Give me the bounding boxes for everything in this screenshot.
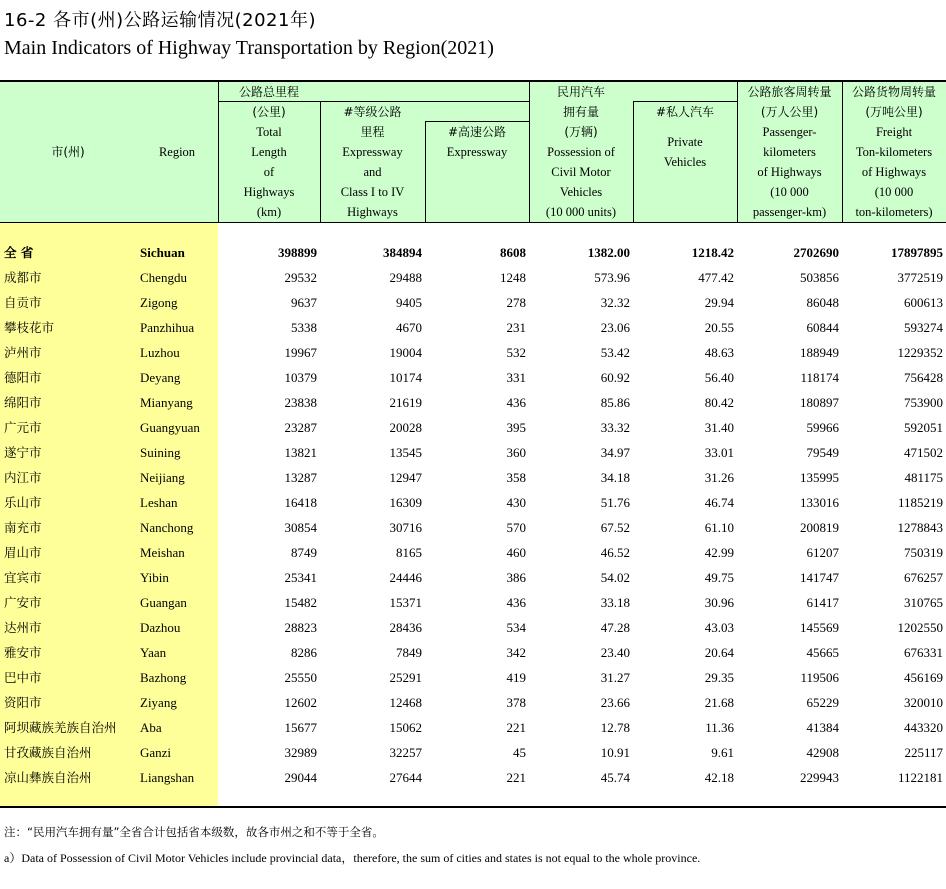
cell-freight: 443320 [904, 720, 943, 735]
rule-v4 [529, 81, 530, 223]
cell-vehicles: 23.40 [600, 645, 630, 660]
row-city-cn: 全 省 [4, 245, 34, 260]
table-row [0, 690, 946, 715]
cell-vehicles: 10.91 [600, 745, 630, 760]
cell-passenger: 503856 [800, 270, 839, 285]
cell-expressway: 395 [506, 420, 526, 435]
cell-graded: 12947 [389, 470, 422, 485]
row-region-en: Yaan [140, 645, 167, 660]
cell-length: 28823 [284, 620, 317, 635]
cell-passenger: 135995 [800, 470, 839, 485]
cell-expressway: 360 [506, 445, 526, 460]
cell-freight: 1202550 [897, 620, 943, 635]
cell-vehicles: 85.86 [600, 395, 630, 410]
cell-freight: 225117 [904, 745, 943, 760]
cell-private: 61.10 [704, 520, 734, 535]
cell-graded: 15062 [389, 720, 422, 735]
cell-freight: 753900 [904, 395, 943, 410]
row-city-cn: 德阳市 [4, 370, 42, 385]
cell-passenger: 141747 [800, 570, 839, 585]
cell-graded: 19004 [389, 345, 422, 360]
cell-graded: 20028 [389, 420, 422, 435]
cell-private: 29.94 [704, 295, 734, 310]
cell-graded: 21619 [389, 395, 422, 410]
cell-expressway: 436 [506, 395, 526, 410]
row-region-en: Yibin [140, 570, 169, 585]
cell-vehicles: 60.92 [600, 370, 630, 385]
cell-length: 13821 [284, 445, 317, 460]
cell-vehicles: 1382.00 [587, 245, 630, 260]
cell-length: 15482 [284, 595, 317, 610]
cell-vehicles: 46.52 [600, 545, 630, 560]
cell-private: 56.40 [704, 370, 734, 385]
cell-graded: 4670 [396, 320, 422, 335]
cell-length: 29044 [284, 770, 317, 785]
cell-passenger: 45665 [806, 645, 839, 660]
cell-expressway: 534 [506, 620, 526, 635]
rule-top [0, 80, 946, 82]
note-en: a）Data of Possession of Civil Motor Vehicles include provincial data，therefore, the sum of cities and states is not equal to the whole province. [4, 851, 701, 865]
row-city-cn: 南充市 [4, 520, 42, 535]
row-city-cn: 攀枝花市 [4, 320, 55, 335]
cell-vehicles: 23.06 [600, 320, 630, 335]
cell-passenger: 79549 [806, 445, 839, 460]
header-graded-highways: #等级公路 里程 Expressway and Class I to IV Highways [340, 105, 405, 219]
cell-expressway: 331 [506, 370, 526, 385]
cell-expressway: 45 [513, 745, 526, 760]
row-region-en: Liangshan [140, 770, 195, 785]
cell-freight: 3772519 [897, 270, 943, 285]
table-row [0, 415, 946, 440]
table-row [0, 565, 946, 590]
cell-passenger: 60844 [806, 320, 839, 335]
cell-length: 5338 [291, 320, 317, 335]
cell-length: 32989 [284, 745, 317, 760]
row-city-cn: 自贡市 [4, 295, 42, 310]
table-row [0, 390, 946, 415]
cell-vehicles: 45.74 [600, 770, 630, 785]
row-city-cn: 遂宁市 [4, 445, 42, 460]
table-row [0, 640, 946, 665]
cell-freight: 310765 [904, 595, 943, 610]
cell-expressway: 378 [506, 695, 526, 710]
cell-freight: 471502 [904, 445, 943, 460]
cell-expressway: 419 [506, 670, 526, 685]
cell-freight: 17897895 [891, 245, 943, 260]
cell-freight: 320010 [904, 695, 943, 710]
table-row [0, 615, 946, 640]
cell-expressway: 221 [506, 770, 526, 785]
row-region-en: Suining [140, 445, 181, 460]
header-private-vehicles: #私人汽车 Private Vehicles [655, 105, 715, 169]
cell-freight: 456169 [904, 670, 943, 685]
cell-passenger: 188949 [800, 345, 839, 360]
cell-freight: 1185219 [897, 495, 943, 510]
cell-expressway: 430 [506, 495, 526, 510]
cell-vehicles: 34.18 [600, 470, 630, 485]
cell-length: 23287 [284, 420, 317, 435]
cell-graded: 13545 [389, 445, 422, 460]
cell-expressway: 436 [506, 595, 526, 610]
cell-graded: 30716 [389, 520, 422, 535]
row-city-cn: 阿坝藏族羌族自治州 [4, 720, 117, 735]
cell-graded: 25291 [389, 670, 422, 685]
cell-private: 43.03 [704, 620, 734, 635]
cell-expressway: 342 [506, 645, 526, 660]
cell-vehicles: 31.27 [600, 670, 630, 685]
row-region-en: Luzhou [140, 345, 180, 360]
rule-expressway [425, 121, 529, 122]
row-city-cn: 达州市 [4, 620, 42, 635]
cell-length: 23838 [284, 395, 317, 410]
cell-private: 42.99 [704, 545, 734, 560]
cell-private: 46.74 [704, 495, 734, 510]
row-region-en: Dazhou [140, 620, 181, 635]
cell-length: 10379 [284, 370, 317, 385]
cell-length: 29532 [284, 270, 317, 285]
cell-expressway: 1248 [500, 270, 526, 285]
cell-private: 21.68 [704, 695, 734, 710]
cell-vehicles: 53.42 [600, 345, 630, 360]
row-city-cn: 广安市 [4, 595, 42, 610]
table-row [0, 365, 946, 390]
row-region-en: Chengdu [140, 270, 187, 285]
rule-v7 [842, 81, 843, 223]
cell-freight: 1229352 [897, 345, 943, 360]
cell-graded: 24446 [389, 570, 422, 585]
row-region-en: Neijiang [140, 470, 185, 485]
table-row [0, 290, 946, 315]
cell-passenger: 229943 [800, 770, 839, 785]
cell-private: 48.63 [704, 345, 734, 360]
cell-freight: 756428 [904, 370, 943, 385]
cell-passenger: 2702690 [793, 245, 839, 260]
row-region-en: Panzhihua [140, 320, 195, 335]
cell-freight: 1278843 [897, 520, 943, 535]
cell-expressway: 231 [506, 320, 526, 335]
cell-length: 25550 [284, 670, 317, 685]
cell-freight: 593274 [904, 320, 943, 335]
cell-private: 9.61 [711, 745, 734, 760]
row-city-cn: 绵阳市 [4, 395, 42, 410]
cell-graded: 32257 [389, 745, 422, 760]
table-row [0, 715, 946, 740]
cell-expressway: 460 [506, 545, 526, 560]
header-region: Region [158, 145, 196, 159]
cell-graded: 28436 [389, 620, 422, 635]
cell-freight: 750319 [904, 545, 943, 560]
cell-private: 30.96 [704, 595, 734, 610]
row-city-cn: 巴中市 [4, 670, 42, 685]
cell-graded: 10174 [389, 370, 422, 385]
header-length-cn: 公路总里程 [238, 85, 299, 99]
cell-graded: 15371 [389, 595, 422, 610]
cell-length: 8749 [291, 545, 317, 560]
cell-passenger: 59966 [806, 420, 839, 435]
cell-passenger: 118174 [800, 370, 839, 385]
table-row [0, 515, 946, 540]
cell-passenger: 200819 [800, 520, 839, 535]
row-region-en: Leshan [140, 495, 178, 510]
cell-expressway: 358 [506, 470, 526, 485]
table-row [0, 440, 946, 465]
cell-expressway: 532 [506, 345, 526, 360]
row-region-en: Nanchong [140, 520, 194, 535]
table-row [0, 465, 946, 490]
row-city-cn: 资阳市 [4, 695, 42, 710]
row-city-cn: 眉山市 [4, 545, 42, 560]
row-city-cn: 凉山彝族自治州 [4, 770, 92, 785]
note-cn: 注：“民用汽车拥有量”全省合计包括省本级数，故各市州之和不等于全省。 [4, 825, 384, 839]
cell-private: 20.64 [704, 645, 734, 660]
cell-graded: 29488 [389, 270, 422, 285]
table-row [0, 740, 946, 765]
cell-private: 1218.42 [691, 245, 734, 260]
cell-passenger: 119506 [800, 670, 839, 685]
page-title-en: Main Indicators of Highway Transportation by Region(2021) [4, 37, 494, 59]
cell-length: 16418 [284, 495, 317, 510]
cell-private: 33.01 [704, 445, 734, 460]
row-region-en: Mianyang [140, 395, 193, 410]
cell-graded: 12468 [389, 695, 422, 710]
row-city-cn: 广元市 [4, 420, 42, 435]
cell-expressway: 278 [506, 295, 526, 310]
cell-private: 31.26 [704, 470, 734, 485]
row-region-en: Aba [140, 720, 162, 735]
row-city-cn: 泸州市 [4, 345, 42, 360]
cell-length: 13287 [284, 470, 317, 485]
rule-private [633, 101, 737, 102]
row-region-en: Ganzi [140, 745, 172, 760]
table-row [0, 590, 946, 615]
cell-graded: 16309 [389, 495, 422, 510]
cell-freight: 1122181 [897, 770, 943, 785]
cell-private: 80.42 [704, 395, 734, 410]
cell-private: 11.36 [705, 720, 734, 735]
cell-private: 49.75 [704, 570, 734, 585]
cell-passenger: 42908 [806, 745, 839, 760]
cell-freight: 481175 [904, 470, 943, 485]
cell-expressway: 8608 [500, 245, 526, 260]
cell-vehicles: 51.76 [600, 495, 630, 510]
row-city-cn: 宜宾市 [4, 570, 42, 585]
cell-length: 8286 [291, 645, 317, 660]
cell-graded: 384894 [383, 245, 422, 260]
cell-graded: 7849 [396, 645, 422, 660]
header-city-cn: 市(州) [51, 145, 85, 159]
rule-bottom [0, 806, 946, 808]
row-city-cn: 甘孜藏族自治州 [4, 745, 92, 760]
table-row [0, 540, 946, 565]
cell-private: 477.42 [698, 270, 734, 285]
row-city-cn: 内江市 [4, 470, 42, 485]
cell-passenger: 180897 [800, 395, 839, 410]
cell-length: 15677 [284, 720, 317, 735]
cell-passenger: 41384 [806, 720, 839, 735]
table-row [0, 240, 946, 265]
cell-graded: 27644 [389, 770, 422, 785]
header-expressway: #高速公路 Expressway [446, 125, 508, 159]
cell-vehicles: 54.02 [600, 570, 630, 585]
row-city-cn: 雅安市 [4, 645, 42, 660]
row-region-en: Guangyuan [140, 420, 200, 435]
cell-vehicles: 573.96 [594, 270, 630, 285]
rule-v2 [320, 101, 321, 223]
cell-vehicles: 32.32 [600, 295, 630, 310]
cell-length: 12602 [284, 695, 317, 710]
row-region-en: Ziyang [140, 695, 177, 710]
cell-private: 31.40 [704, 420, 734, 435]
cell-vehicles: 67.52 [600, 520, 630, 535]
table-row [0, 315, 946, 340]
cell-passenger: 61417 [806, 595, 839, 610]
cell-expressway: 221 [506, 720, 526, 735]
cell-freight: 676257 [904, 570, 943, 585]
cell-private: 20.55 [704, 320, 734, 335]
header-total-length: (公里) Total Length of Highways (km) [243, 105, 295, 219]
cell-freight: 676331 [904, 645, 943, 660]
header-freight-ton-km: 公路货物周转量 (万吨公里) Freight Ton-kilometers of Highways (10 000 ton-kilometers) [851, 85, 936, 219]
cell-length: 398899 [278, 245, 317, 260]
cell-length: 25341 [284, 570, 317, 585]
table-row [0, 665, 946, 690]
row-region-en: Zigong [140, 295, 178, 310]
cell-graded: 8165 [396, 545, 422, 560]
cell-freight: 600613 [904, 295, 943, 310]
cell-freight: 592051 [904, 420, 943, 435]
table-row [0, 490, 946, 515]
cell-graded: 9405 [396, 295, 422, 310]
cell-passenger: 65229 [806, 695, 839, 710]
row-city-cn: 成都市 [4, 270, 42, 285]
cell-length: 30854 [284, 520, 317, 535]
cell-expressway: 386 [506, 570, 526, 585]
cell-passenger: 61207 [806, 545, 839, 560]
rule-v6 [737, 81, 738, 223]
cell-passenger: 133016 [800, 495, 839, 510]
row-region-en: Guangan [140, 595, 187, 610]
rule-length-group [218, 101, 529, 102]
rule-header-bottom [0, 222, 946, 223]
cell-passenger: 86048 [806, 295, 839, 310]
cell-private: 29.35 [704, 670, 734, 685]
header-civil-vehicles: 民用汽车 拥有量 (万辆) Possession of Civil Motor Vehicles (10 000 units) [545, 85, 617, 219]
cell-vehicles: 47.28 [600, 620, 630, 635]
cell-vehicles: 33.32 [600, 420, 630, 435]
cell-length: 19967 [284, 345, 317, 360]
table-row [0, 340, 946, 365]
page-title-cn: 16-2 各市(州)公路运输情况(2021年) [4, 10, 316, 31]
cell-vehicles: 34.97 [600, 445, 630, 460]
cell-length: 9637 [291, 295, 317, 310]
rule-v3 [425, 121, 426, 223]
cell-expressway: 570 [506, 520, 526, 535]
cell-vehicles: 33.18 [600, 595, 630, 610]
header-passenger-km: 公路旅客周转量 (万人公里) Passenger- kilometers of Highways (10 000 passenger-km) [747, 85, 832, 219]
table-row [0, 765, 946, 790]
row-region-en: Deyang [140, 370, 181, 385]
cell-passenger: 145569 [800, 620, 839, 635]
rule-v1 [218, 81, 219, 223]
cell-vehicles: 23.66 [600, 695, 630, 710]
row-region-en: Sichuan [140, 245, 185, 260]
row-city-cn: 乐山市 [4, 495, 42, 510]
cell-vehicles: 12.78 [600, 720, 630, 735]
row-region-en: Meishan [140, 545, 185, 560]
table-row [0, 265, 946, 290]
row-region-en: Bazhong [140, 670, 187, 685]
rule-v5 [633, 101, 634, 223]
cell-private: 42.18 [704, 770, 734, 785]
